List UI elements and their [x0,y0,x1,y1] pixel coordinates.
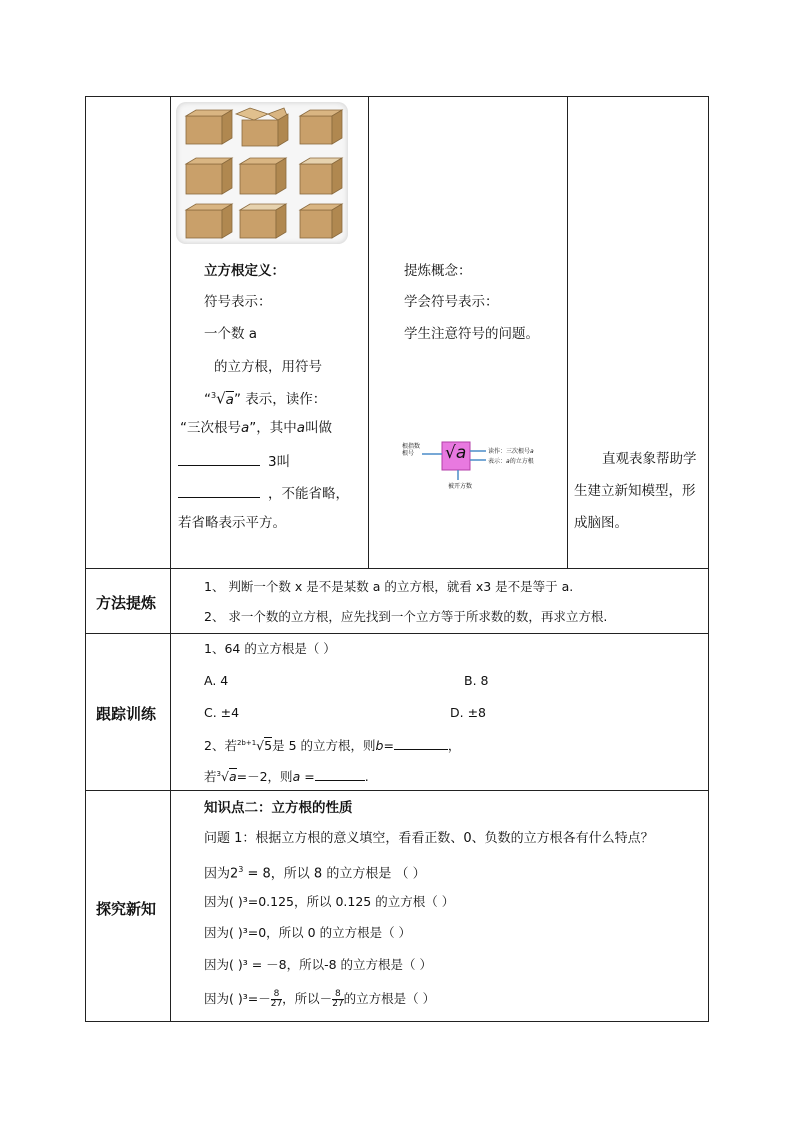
table-border-top [85,96,709,97]
q2-equals: = [383,738,394,754]
diagram-show-a: a [506,458,510,465]
radical-sign-icon: √ [216,389,226,408]
option-c[interactable]: C. ±4 [204,705,240,720]
q2-radicand: 5 [264,738,273,754]
col3-line3: 成脑图。 [574,515,628,531]
line3-suffix: ” 表示，读作： [233,391,327,408]
q3-dot: . [364,769,369,785]
cardboard-boxes-image [176,102,348,244]
fraction-8-27-2 [332,990,343,1009]
var-a-2: a [296,420,306,436]
option-b[interactable]: B. 8 [464,673,489,688]
column-divider-3 [567,96,568,569]
row-label-explore: 探究新知 [96,900,157,918]
l1-exponent: 3 [238,865,244,874]
q2-mid: 是 5 的立方根，则 [272,738,376,754]
boxes-illustration [176,102,348,244]
definition-line6 [178,483,349,503]
line6-text: ，不能省略， [268,486,349,502]
l5-a: 因为( )³=－ [204,991,271,1006]
diagram-left-label [402,443,420,457]
explore-line2: 因为( )³=0.125，所以 0.125 的立方根（ ） [204,894,455,909]
column-divider-2 [368,96,369,569]
row-divider-2 [85,633,709,634]
q3-root-index: 3 [216,770,221,778]
col2-line2: 学会符号表示： [404,294,499,310]
definition-line5 [178,451,290,471]
q3-prefix: 若 [204,769,217,785]
radical-sign-icon: √ [445,443,456,463]
line4-a: “三次根号 [180,420,241,436]
diagram-read-a: a [530,448,534,455]
table-border-bottom [85,1021,709,1022]
option-d[interactable]: D. ±8 [450,705,486,720]
row-label-method: 方法提炼 [96,594,157,612]
l1-a: 因为2 [204,866,239,882]
q3-answer-blank[interactable] [315,766,365,781]
explore-line3: 因为( )³=0，所以 0 的立方根是（ ） [204,925,412,940]
definition-title: 立方根定义： [204,263,285,279]
fraction-8-27 [271,990,282,1009]
definition-line2: 的立方根，用符号 [214,359,322,375]
q3-var: a [292,769,301,785]
col3-line1: 直观表象帮助学 [602,451,697,467]
explore-line5 [204,988,435,1010]
l5-b: ，所以－ [282,991,333,1006]
diagram-left-2: 根号 [402,450,415,457]
table-border-left [85,96,86,1022]
frac-num: 8 [271,990,282,1000]
diagram-root-symbol [445,443,466,463]
method-item-1: 1、 判断一个数 x 是不是某数 a 的立方根，就看 x3 是不是等于 a. [204,579,574,594]
radicand-a: a [225,391,234,408]
practice-q2 [204,734,460,755]
blank-2[interactable] [178,483,260,498]
box-6 [300,158,342,194]
line4-b: ”，其中 [249,420,297,436]
cube-root-diagram [400,436,540,496]
radical-sign-icon: √ [256,738,265,754]
explore-line4: 因为( )³ = －8，所以-8 的立方根是（ ） [204,957,433,972]
line4-c: 叫做 [305,420,333,436]
practice-q1: 1、64 的立方根是（ ） [204,641,336,656]
col2-line1: 提炼概念： [404,263,472,279]
box-3 [300,110,342,144]
q2-root-index: 2b+1 [236,739,257,747]
q3-mid: =－2，则 [236,769,293,785]
box-9 [300,204,342,238]
q2-answer-blank[interactable] [394,735,448,750]
problem-1: 问题 1：根据立方根的意义填空，看看正数、0、负数的立方根各有什么特点？ [204,831,654,846]
knowledge-title: 知识点二：立方根的性质 [204,800,353,816]
frac-num-2: 8 [332,990,343,1000]
box-5 [240,158,286,194]
radical-sign-icon: √ [220,769,229,785]
definition-line4 [180,419,332,437]
diagram-read-text: 读作：三次根号 [488,448,531,455]
box-1 [186,110,232,144]
q3-equals: = [300,769,315,785]
root-index: 3 [211,391,217,400]
diagram-show [488,456,534,465]
diagram-read [488,446,534,455]
box-7 [186,204,232,238]
line5-text: 3叫 [268,454,291,470]
diagram-a: a [455,443,467,463]
practice-q3 [204,765,369,786]
definition-line1: 一个数 a [204,326,258,342]
diagram-bottom: 被开方数 [448,483,473,490]
q2-var: b [375,738,384,754]
frac-den: 27 [270,999,283,1009]
row-divider-1 [85,568,709,569]
explore-line1 [204,861,426,883]
open-quote: “ [204,391,211,408]
column-divider-1 [170,96,171,1022]
q2-prefix: 2、若 [204,738,237,754]
frac-den-2: 27 [332,999,344,1009]
box-2 [236,108,288,146]
box-4 [186,158,232,194]
diagram-show-text2: 的立方根 [509,458,534,465]
definition-line3 [204,387,326,409]
row-divider-3 [85,790,709,791]
diagram-show-text: 表示： [488,458,507,465]
row-label-practice: 跟踪训练 [96,705,157,723]
table-border-right [708,96,709,1022]
diagram-left-1: 根指数 [402,443,421,450]
box-8 [240,204,286,238]
q3-radicand: a [228,769,237,785]
col2-line3: 学生注意符号的问题。 [404,326,539,342]
blank-1[interactable] [178,451,260,466]
method-item-2: 2、 求一个数的立方根，应先找到一个立方等于所求数的数，再求立方根. [204,609,608,624]
option-a[interactable]: A. 4 [204,673,229,688]
symbol-label: 符号表示： [204,294,272,310]
l5-c: 的立方根是（ ） [343,991,436,1006]
var-a-1: a [241,420,250,436]
col3-line2: 生建立新知模型，形 [574,483,696,499]
q2-comma: ， [447,738,461,754]
l1-b: = 8，所以 8 的立方根是 （ ） [243,866,426,882]
definition-line7: 若省略表示平方。 [178,515,286,531]
